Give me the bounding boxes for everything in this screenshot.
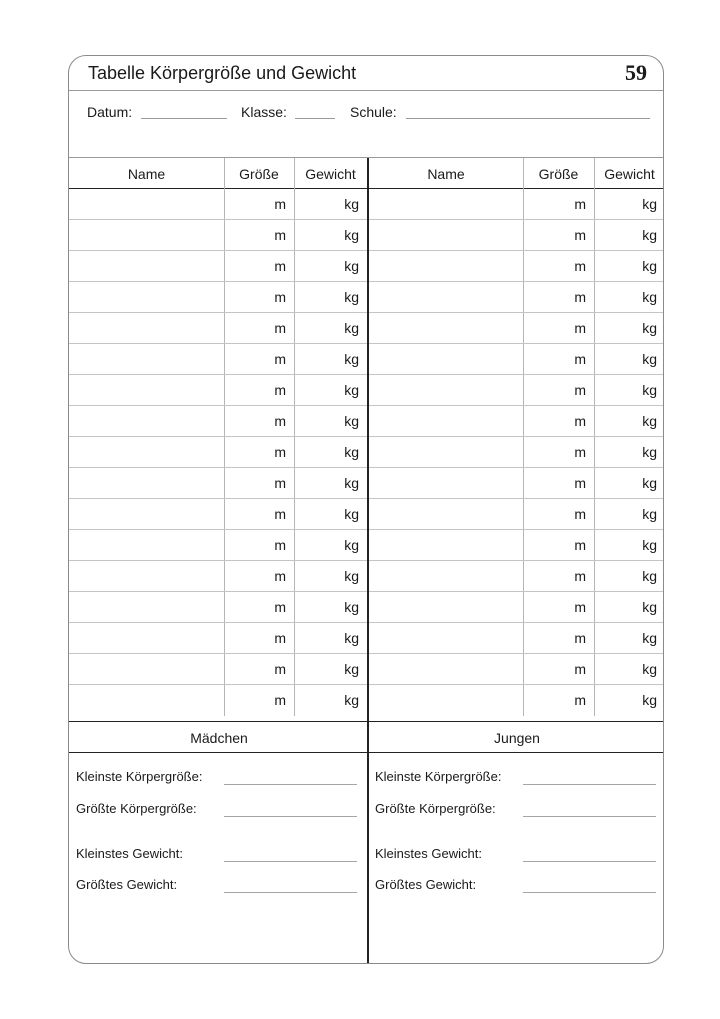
class-label: Klasse: <box>241 104 287 120</box>
name-cell-left[interactable] <box>69 468 224 499</box>
weight-cell-left[interactable] <box>294 406 367 437</box>
date-label: Datum: <box>87 104 133 120</box>
weight-cell-right[interactable] <box>594 375 664 406</box>
unit-label: kg <box>642 599 657 615</box>
unit-label: m <box>574 382 586 398</box>
name-cell-right[interactable] <box>369 344 523 375</box>
name-cell-left[interactable] <box>69 406 224 437</box>
height-cell-right[interactable] <box>523 189 594 220</box>
height-cell-left[interactable] <box>224 313 294 344</box>
unit-label: kg <box>642 537 657 553</box>
girls-min-weight-field[interactable] <box>224 861 357 862</box>
unit-label: kg <box>642 258 657 274</box>
weight-cell-left[interactable] <box>294 561 367 592</box>
name-cell-right[interactable] <box>369 406 523 437</box>
name-cell-right[interactable] <box>369 623 523 654</box>
unit-label: kg <box>344 289 359 305</box>
name-cell-left[interactable] <box>69 530 224 561</box>
weight-cell-right[interactable] <box>594 685 664 716</box>
date-field[interactable] <box>141 118 227 119</box>
name-cell-left[interactable] <box>69 499 224 530</box>
height-cell-right[interactable] <box>523 313 594 344</box>
unit-label: m <box>574 661 586 677</box>
height-cell-right[interactable] <box>523 437 594 468</box>
unit-label: kg <box>642 413 657 429</box>
height-cell-left[interactable] <box>224 344 294 375</box>
height-cell-left[interactable] <box>224 623 294 654</box>
unit-label: kg <box>344 351 359 367</box>
unit-label: kg <box>344 444 359 460</box>
height-cell-left[interactable] <box>224 561 294 592</box>
name-cell-right[interactable] <box>369 499 523 530</box>
unit-label: m <box>574 351 586 367</box>
name-cell-right[interactable] <box>369 220 523 251</box>
name-cell-left[interactable] <box>69 189 224 220</box>
name-cell-right[interactable] <box>369 189 523 220</box>
girls-min-height-label: Kleinste Körpergröße: <box>76 769 203 784</box>
name-cell-right[interactable] <box>369 654 523 685</box>
name-cell-left[interactable] <box>69 344 224 375</box>
height-cell-left[interactable] <box>224 406 294 437</box>
weight-cell-right[interactable] <box>594 282 664 313</box>
unit-label: kg <box>344 692 359 708</box>
unit-label: m <box>274 444 286 460</box>
height-cell-left[interactable] <box>224 592 294 623</box>
weight-cell-left[interactable] <box>294 313 367 344</box>
unit-label: kg <box>642 568 657 584</box>
center-divider <box>367 158 369 964</box>
girls-max-weight-field[interactable] <box>224 892 357 893</box>
weight-cell-right[interactable] <box>594 437 664 468</box>
unit-label: m <box>274 692 286 708</box>
school-label: Schule: <box>350 104 397 120</box>
boys-heading: Jungen <box>494 730 540 746</box>
weight-cell-right[interactable] <box>594 654 664 685</box>
unit-label: kg <box>344 196 359 212</box>
name-cell-right[interactable] <box>369 530 523 561</box>
name-cell-left[interactable] <box>69 251 224 282</box>
unit-label: m <box>274 568 286 584</box>
unit-label: kg <box>642 227 657 243</box>
header-weight-left: Gewicht <box>305 166 356 182</box>
unit-label: kg <box>642 444 657 460</box>
height-cell-right[interactable] <box>523 220 594 251</box>
boys-max-height-field[interactable] <box>523 816 656 817</box>
unit-label: kg <box>642 382 657 398</box>
unit-label: kg <box>344 475 359 491</box>
height-cell-right[interactable] <box>523 623 594 654</box>
school-field[interactable] <box>406 118 650 119</box>
unit-label: kg <box>642 630 657 646</box>
unit-label: kg <box>642 320 657 336</box>
unit-label: kg <box>642 289 657 305</box>
weight-cell-left[interactable] <box>294 437 367 468</box>
height-cell-left[interactable] <box>224 282 294 313</box>
unit-label: kg <box>642 196 657 212</box>
girls-max-height-label: Größte Körpergröße: <box>76 801 197 816</box>
unit-label: kg <box>642 506 657 522</box>
unit-label: kg <box>344 506 359 522</box>
girls-max-height-field[interactable] <box>224 816 357 817</box>
name-cell-right[interactable] <box>369 592 523 623</box>
unit-label: kg <box>344 537 359 553</box>
unit-label: kg <box>642 692 657 708</box>
girls-max-weight-label: Größtes Gewicht: <box>76 877 178 892</box>
height-cell-left[interactable] <box>224 685 294 716</box>
girls-min-weight-label: Kleinstes Gewicht: <box>76 846 183 861</box>
height-cell-right[interactable] <box>523 654 594 685</box>
header-name-right: Name <box>427 166 465 182</box>
unit-label: m <box>274 630 286 646</box>
height-cell-right[interactable] <box>523 344 594 375</box>
weight-cell-right[interactable] <box>594 189 664 220</box>
unit-label: m <box>574 599 586 615</box>
weight-cell-right[interactable] <box>594 313 664 344</box>
unit-label: m <box>574 537 586 553</box>
weight-cell-right[interactable] <box>594 251 664 282</box>
name-cell-left[interactable] <box>69 623 224 654</box>
name-cell-left[interactable] <box>69 437 224 468</box>
unit-label: m <box>574 413 586 429</box>
unit-label: kg <box>642 475 657 491</box>
unit-label: m <box>274 382 286 398</box>
unit-label: m <box>274 196 286 212</box>
weight-cell-left[interactable] <box>294 251 367 282</box>
weight-cell-right[interactable] <box>594 344 664 375</box>
weight-cell-left[interactable] <box>294 499 367 530</box>
weight-cell-left[interactable] <box>294 375 367 406</box>
header-name-left: Name <box>127 166 166 182</box>
height-cell-right[interactable] <box>523 375 594 406</box>
title-divider <box>69 90 664 91</box>
weight-cell-right[interactable] <box>594 530 664 561</box>
height-cell-left[interactable] <box>224 189 294 220</box>
name-cell-right[interactable] <box>369 375 523 406</box>
height-cell-left[interactable] <box>224 375 294 406</box>
unit-label: kg <box>344 413 359 429</box>
name-cell-right[interactable] <box>369 437 523 468</box>
unit-label: m <box>274 413 286 429</box>
unit-label: m <box>574 475 586 491</box>
unit-label: m <box>274 258 286 274</box>
unit-label: m <box>574 506 586 522</box>
name-cell-left[interactable] <box>69 313 224 344</box>
height-cell-right[interactable] <box>523 406 594 437</box>
height-cell-right[interactable] <box>523 530 594 561</box>
unit-label: kg <box>344 661 359 677</box>
height-cell-left[interactable] <box>224 654 294 685</box>
weight-cell-right[interactable] <box>594 406 664 437</box>
name-cell-right[interactable] <box>369 468 523 499</box>
weight-cell-left[interactable] <box>294 468 367 499</box>
weight-cell-right[interactable] <box>594 561 664 592</box>
name-cell-left[interactable] <box>69 375 224 406</box>
weight-cell-right[interactable] <box>594 592 664 623</box>
unit-label: kg <box>344 382 359 398</box>
header-weight-right: Gewicht <box>604 166 655 182</box>
boys-min-weight-field[interactable] <box>523 861 656 862</box>
weight-cell-left[interactable] <box>294 344 367 375</box>
height-cell-right[interactable] <box>523 468 594 499</box>
weight-cell-right[interactable] <box>594 499 664 530</box>
height-cell-right[interactable] <box>523 685 594 716</box>
height-cell-left[interactable] <box>224 468 294 499</box>
weight-cell-left[interactable] <box>294 685 367 716</box>
name-cell-right[interactable] <box>369 561 523 592</box>
unit-label: m <box>574 320 586 336</box>
name-cell-right[interactable] <box>369 282 523 313</box>
name-cell-right[interactable] <box>369 251 523 282</box>
unit-label: m <box>274 351 286 367</box>
unit-label: m <box>574 227 586 243</box>
weight-cell-right[interactable] <box>594 623 664 654</box>
page-number: 59 <box>625 60 647 85</box>
unit-label: kg <box>642 661 657 677</box>
unit-label: m <box>274 599 286 615</box>
class-field[interactable] <box>295 118 335 119</box>
name-cell-left[interactable] <box>69 685 224 716</box>
height-cell-left[interactable] <box>224 437 294 468</box>
unit-label: m <box>574 258 586 274</box>
weight-cell-left[interactable] <box>294 282 367 313</box>
name-cell-left[interactable] <box>69 561 224 592</box>
unit-label: m <box>274 289 286 305</box>
name-cell-right[interactable] <box>369 313 523 344</box>
unit-label: kg <box>344 568 359 584</box>
unit-label: m <box>274 475 286 491</box>
height-cell-left[interactable] <box>224 220 294 251</box>
weight-cell-left[interactable] <box>294 530 367 561</box>
height-cell-left[interactable] <box>224 530 294 561</box>
unit-label: m <box>574 630 586 646</box>
weight-cell-left[interactable] <box>294 220 367 251</box>
unit-label: kg <box>344 320 359 336</box>
height-cell-right[interactable] <box>523 251 594 282</box>
weight-cell-left[interactable] <box>294 654 367 685</box>
weight-cell-left[interactable] <box>294 189 367 220</box>
boys-min-height-field[interactable] <box>523 784 656 785</box>
worksheet-title: Tabelle Körpergröße und Gewicht <box>88 63 357 83</box>
unit-label: m <box>574 568 586 584</box>
unit-label: kg <box>344 630 359 646</box>
name-cell-left[interactable] <box>69 592 224 623</box>
weight-cell-left[interactable] <box>294 592 367 623</box>
unit-label: kg <box>344 227 359 243</box>
header-height-right: Größe <box>538 166 579 182</box>
boys-min-weight-label: Kleinstes Gewicht: <box>375 846 482 861</box>
unit-label: m <box>274 537 286 553</box>
unit-label: kg <box>642 351 657 367</box>
boys-min-height-label: Kleinste Körpergröße: <box>375 769 502 784</box>
worksheet-card <box>68 55 664 964</box>
weight-cell-right[interactable] <box>594 468 664 499</box>
unit-label: m <box>574 692 586 708</box>
header-height-left: Größe <box>239 166 279 182</box>
height-cell-right[interactable] <box>523 282 594 313</box>
unit-label: m <box>274 661 286 677</box>
height-cell-right[interactable] <box>523 561 594 592</box>
girls-heading: Mädchen <box>190 730 248 746</box>
unit-label: m <box>274 506 286 522</box>
unit-label: kg <box>344 258 359 274</box>
boys-max-weight-label: Größtes Gewicht: <box>375 877 477 892</box>
height-cell-right[interactable] <box>523 592 594 623</box>
height-cell-left[interactable] <box>224 499 294 530</box>
unit-label: m <box>574 444 586 460</box>
girls-min-height-field[interactable] <box>224 784 357 785</box>
boys-max-height-label: Größte Körpergröße: <box>375 801 496 816</box>
boys-max-weight-field[interactable] <box>523 892 656 893</box>
unit-label: m <box>574 196 586 212</box>
unit-label: m <box>274 320 286 336</box>
name-cell-left[interactable] <box>69 220 224 251</box>
height-cell-right[interactable] <box>523 499 594 530</box>
name-cell-left[interactable] <box>69 282 224 313</box>
weight-cell-right[interactable] <box>594 220 664 251</box>
height-cell-left[interactable] <box>224 251 294 282</box>
unit-label: m <box>574 289 586 305</box>
weight-cell-left[interactable] <box>294 623 367 654</box>
name-cell-right[interactable] <box>369 685 523 716</box>
unit-label: kg <box>344 599 359 615</box>
unit-label: m <box>274 227 286 243</box>
name-cell-left[interactable] <box>69 654 224 685</box>
